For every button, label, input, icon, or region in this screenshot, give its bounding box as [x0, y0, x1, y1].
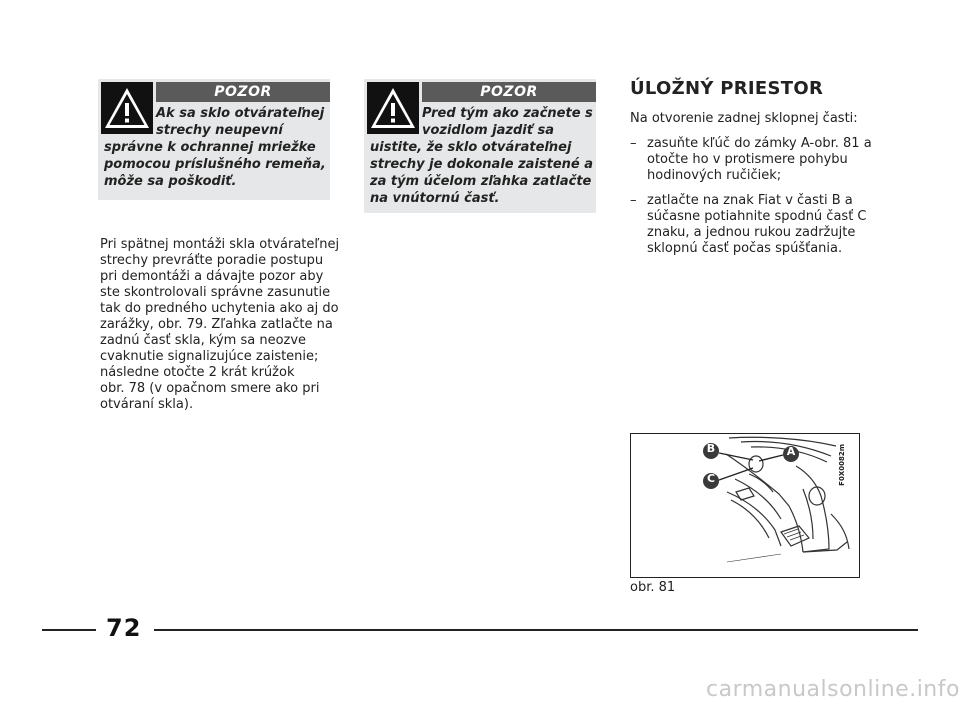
warning-line: strechy neupevní: [156, 123, 283, 138]
warning-header: POZOR: [422, 82, 596, 102]
figure-81: [630, 433, 860, 578]
warning-line: Ak sa sklo otvárateľnej: [156, 106, 325, 121]
section-title: ÚLOŽNÝ PRIESTOR: [630, 78, 824, 99]
bullet-dash: –: [630, 136, 637, 151]
paragraph-line: pri demontáži a dávajte pozor aby: [100, 269, 324, 284]
warning-box-middle: [364, 79, 596, 213]
bullet-line: znaku, a jednou rukou zadržujte: [647, 225, 856, 240]
bullet-line: súčasne potiahnite spodnú časť C: [647, 209, 867, 224]
paragraph-line: následne otočte 2 krát krúžok: [100, 365, 295, 380]
warning-line: môže sa poškodiť.: [104, 174, 237, 189]
section-intro: Na otvorenie zadnej sklopnej časti:: [630, 111, 858, 126]
warning-line: uistite, že sklo otvárateľnej: [370, 140, 572, 155]
warning-line: správne k ochrannej mriežke: [104, 140, 316, 155]
figure-code: F0X0082m: [838, 444, 846, 486]
footer-rule-right: [154, 629, 918, 631]
paragraph-line: tak do predného uchytenia ako aj do: [100, 301, 339, 316]
warning-box-left: [98, 79, 330, 200]
left-paragraph: [100, 237, 350, 413]
footer-rule-left: [42, 629, 96, 631]
paragraph-line: zarážky, obr. 79. Zľahka zatlačte na: [100, 317, 333, 332]
figure-label-c: C: [706, 472, 716, 485]
figure-label-a: A: [786, 445, 796, 458]
paragraph-line: Pri spätnej montáži skla otvárateľnej: [100, 237, 340, 252]
paragraph-line: otváraní skla).: [100, 397, 194, 412]
warning-text: [104, 105, 330, 190]
paragraph-line: ste skontrolovali správne zasunutie: [100, 285, 331, 300]
bullet-line: zatlačte na znak Fiat v časti B a: [647, 193, 853, 208]
warning-line: vozidlom jazdiť sa: [422, 123, 554, 138]
bullet-line: zasuňte kľúč do zámky A-obr. 81 a: [647, 136, 872, 151]
paragraph-line: strechy prevráťte poradie postupu: [100, 253, 324, 268]
warning-line: strechy je dokonale zaistené a: [370, 157, 594, 172]
paragraph-line: obr. 78 (v opačnom smere ako pri: [100, 381, 320, 396]
figure-label-b: B: [706, 442, 716, 455]
bullet-line: hodinových ručičiek;: [647, 168, 782, 183]
vehicle-rear-illustration: [631, 434, 858, 576]
warning-line: na vnútornú časť.: [370, 191, 500, 206]
watermark: carmanualsonline.info: [706, 677, 960, 702]
page-number: 72: [106, 614, 142, 642]
bullet-line: otočte ho v protismere pohybu: [647, 152, 848, 167]
bullet-line: sklopnú časť počas spúšťania.: [647, 241, 843, 256]
paragraph-line: zadnú časť skla, kým sa neozve: [100, 333, 307, 348]
warning-header: POZOR: [156, 82, 330, 102]
warning-line: Pred tým ako začnete s: [422, 106, 593, 121]
warning-line: za tým účelom zľahka zatlačte: [370, 174, 592, 189]
warning-text: [370, 105, 596, 207]
paragraph-line: cvaknutie signalizujúce zaistenie;: [100, 349, 319, 364]
bullet-dash: –: [630, 193, 637, 208]
figure-caption: obr. 81: [630, 580, 676, 595]
warning-line: pomocou príslušného remeňa,: [104, 157, 326, 172]
